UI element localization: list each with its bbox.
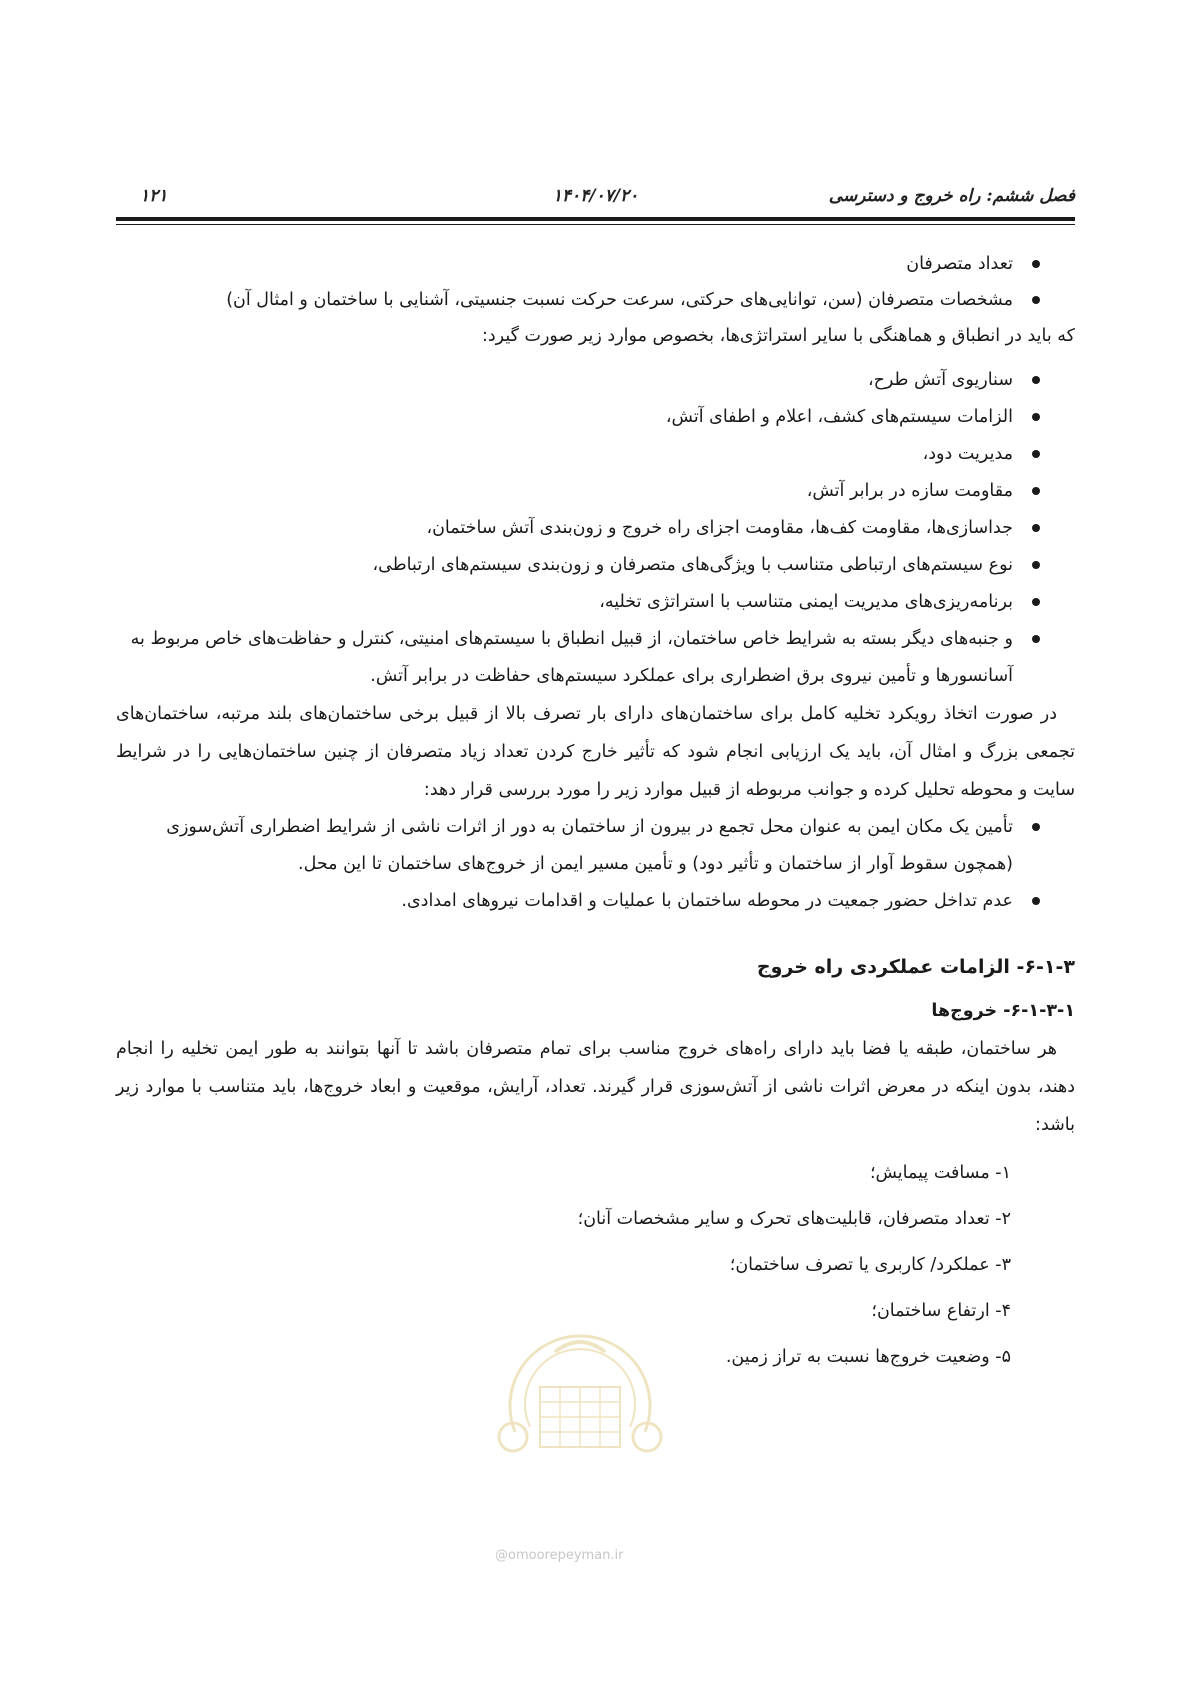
list-item: برنامه‌ریزی‌های مدیریت ایمنی متناسب با استراتژی تخلیه، bbox=[116, 584, 1013, 621]
list-item: تأمین یک مکان ایمن به عنوان محل تجمع در بیرون از ساختمان به دور از اثرات ناشی از شرایط اضطراری آتش‌سوزی (همچون سقوط آوار از ساختمان و تأثیر دود) و تأمین مسیر ایمن از خروج‌های ساختمان تا این محل. bbox=[116, 809, 1013, 883]
list-item: و جنبه‌های دیگر بسته به شرایط خاص ساختمان، از قبیل انطباق با سیستم‌های امنیتی، کنترل و حفاظت‌های خاص مربوط به آسانسورها و تأمین نیروی برق اضطراری برای عملکرد سیستم‌های حفاظت در برابر آتش. bbox=[116, 621, 1013, 695]
list-item: ۳- عملکرد/ کاربری یا تصرف ساختمان؛ bbox=[729, 1255, 1011, 1275]
lead-paragraph: که باید در انطباق و هماهنگی با سایر استراتژی‌ها، بخصوص موارد زیر صورت گیرد: bbox=[481, 326, 1075, 346]
list-item: مشخصات متصرفان (سن، توانایی‌های حرکتی، سرعت حرکت نسبت جنسیتی، آشنایی با ساختمان و امثال آن) bbox=[116, 282, 1013, 318]
list-item: عدم تداخل حضور جمعیت در محوطه ساختمان با عملیات و اقدامات نیروهای امدادی. bbox=[116, 883, 1013, 920]
list-item: جداسازی‌ها، مقاومت کف‌ها، مقاومت اجزای راه خروج و زون‌بندی آتش ساختمان، bbox=[116, 510, 1013, 547]
list-item: ۲- تعداد متصرفان، قابلیت‌های تحرک و سایر مشخصات آنان؛ bbox=[577, 1209, 1011, 1229]
list-item: ۱- مسافت پیمایش؛ bbox=[869, 1163, 1011, 1183]
subsection-heading: ۶-۱-۳-۱- خروج‌ها bbox=[931, 1001, 1075, 1021]
page-body bbox=[116, 246, 1075, 1380]
page-number: ۱۲۱ bbox=[140, 186, 168, 206]
header-rule-thick bbox=[116, 217, 1075, 221]
list-item: الزامات سیستم‌های کشف، اعلام و اطفای آتش، bbox=[116, 399, 1013, 436]
list-item: سناریوی آتش طرح، bbox=[116, 362, 1013, 399]
list-item: تعداد متصرفان bbox=[116, 246, 1013, 282]
page-header bbox=[116, 186, 1075, 210]
section-heading: ۶-۱-۳- الزامات عملکردی راه خروج bbox=[756, 956, 1075, 978]
list-item: نوع سیستم‌های ارتباطی متناسب با ویژگی‌های متصرفان و زون‌بندی سیستم‌های ارتباطی، bbox=[116, 547, 1013, 584]
list-item: مقاومت سازه در برابر آتش، bbox=[116, 473, 1013, 510]
assessment-list bbox=[116, 809, 1075, 920]
strategy-list bbox=[116, 362, 1075, 695]
occupant-factors-list bbox=[116, 246, 1075, 318]
watermark-logo bbox=[485, 1312, 675, 1477]
header-rule-thin bbox=[116, 224, 1075, 225]
list-item: ۴- ارتفاع ساختمان؛ bbox=[871, 1301, 1011, 1321]
list-item: مدیریت دود، bbox=[116, 436, 1013, 473]
chapter-title: فصل ششم: راه خروج و دسترسی bbox=[828, 186, 1075, 206]
watermark-url: @omoorepeyman.ir bbox=[495, 1548, 624, 1563]
exits-paragraph: هر ساختمان، طبقه یا فضا باید دارای راه‌های خروج مناسب برای تمام متصرفان باشد تا آنها بتوانند به طور ایمن تخلیه را انجام دهند، بدون اینکه در معرض اثرات ناشی از آتش‌سوزی قرار گیرند. تعداد، آرایش، موقعیت و ابعاد خروج‌ها، باید متناسب با موارد زیر باشد: bbox=[116, 1039, 1075, 1135]
header-date: ۱۴۰۴/۰۷/۲۰ bbox=[552, 186, 639, 206]
list-item: ۵- وضعیت خروج‌ها نسبت به تراز زمین. bbox=[725, 1347, 1011, 1367]
evacuation-paragraph: در صورت اتخاذ رویکرد تخلیه کامل برای ساختمان‌های دارای بار تصرف بالا از قبیل برخی ساختمان‌های بلند مرتبه، ساختمان‌های تجمعی بزرگ و امثال آن، باید یک ارزیابی انجام شود که تأثیر خارج کردن تعداد زیاد متصرفان از چنین ساختمان‌هایی را در شرایط سایت و محوطه تحلیل کرده و جوانب مربوطه از قبیل موارد زیر را مورد بررسی قرار دهد: bbox=[116, 704, 1075, 800]
